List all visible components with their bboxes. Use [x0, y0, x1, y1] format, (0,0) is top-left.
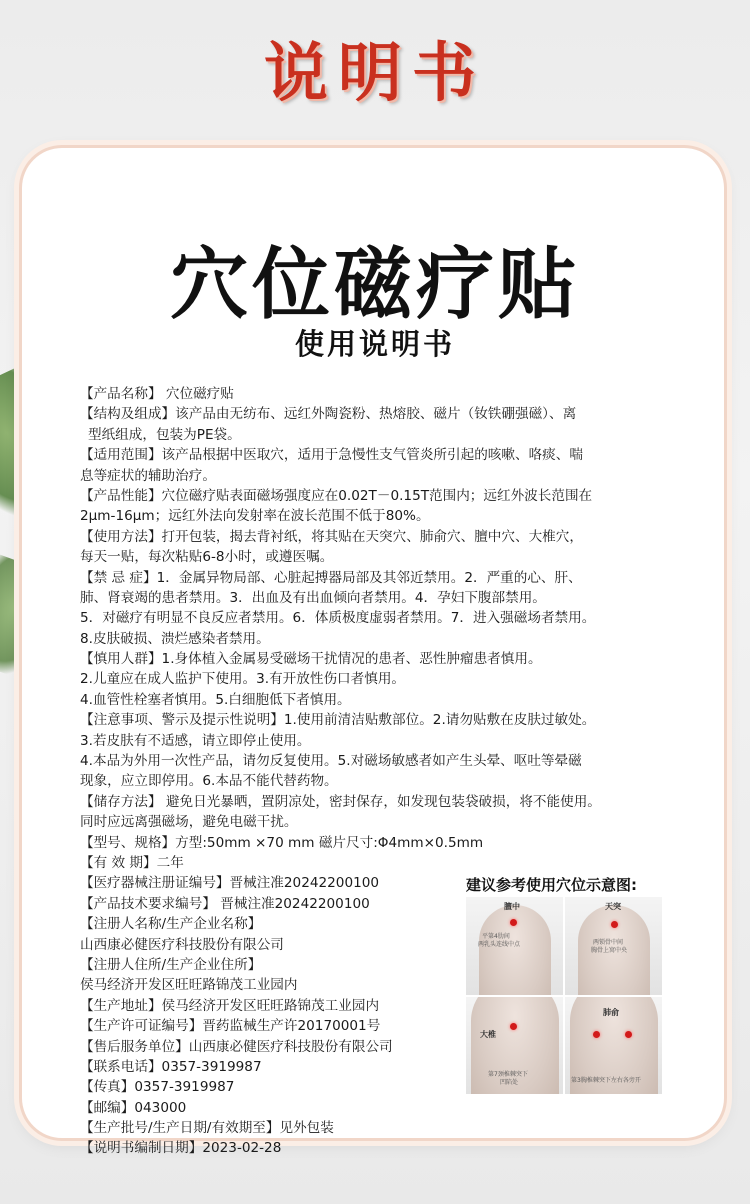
- acupoint-label: 天突: [605, 902, 621, 911]
- acupoint-label: 膻中: [504, 902, 520, 911]
- text-line: 8.皮肤破损、溃烂感染者禁用。: [80, 630, 270, 647]
- acupoint-marker: [510, 1023, 517, 1030]
- acupoint-marker: [611, 921, 618, 928]
- text-line: 2.儿童应在成人监护下使用。3.有开放性伤口者慎用。: [80, 671, 406, 688]
- text-line: 【生产地址】侯马经济开发区旺旺路锦茂工业园内: [80, 997, 380, 1014]
- acupoint-marker: [593, 1031, 600, 1038]
- text-line: 【传真】0357-3919987: [80, 1079, 235, 1096]
- text-line: 【慎用人群】1.身体植入金属易受磁场干扰情况的患者、恶性肿瘤患者慎用。: [80, 651, 542, 668]
- text-line: 肺、肾衰竭的患者禁用。3．出血及有出血倾向者禁用。4．孕妇下腹部禁用。: [80, 589, 546, 606]
- acupoint-label: 肺俞: [603, 1007, 619, 1017]
- text-line: 【邮编】043000: [80, 1099, 187, 1116]
- acupoint-note: 平第4肋间: [482, 933, 510, 940]
- text-line: 型纸组成，包装为PE袋。: [88, 426, 241, 443]
- acupoint-marker: [625, 1031, 632, 1038]
- text-line: 同时应远离强磁场，避免电磁干扰。: [80, 814, 298, 831]
- diagram-title: 建议参考使用穴位示意图:: [466, 876, 637, 894]
- acupoint-panel-tiantu: [565, 897, 662, 995]
- product-name: 穴位磁疗贴: [169, 240, 580, 330]
- acupoint-note: 凹陷处: [500, 1078, 519, 1086]
- acupoint-label: 大椎: [480, 1029, 496, 1039]
- acupoint-panel-dazhui: [466, 997, 563, 1095]
- text-line: 【联系电话】0357-3919987: [80, 1058, 262, 1075]
- text-line: 3.若皮肤有不适感，请立即停止使用。: [80, 732, 311, 749]
- acupoint-note: 第3胸椎棘突下左右各旁开: [571, 1076, 641, 1084]
- text-line: 5．对磁疗有明显不良反应者禁用。6．体质极度虚弱者禁用。7．进入强磁场者禁用。: [80, 610, 596, 627]
- text-line: 【注册人名称/生产企业名称】: [80, 916, 262, 933]
- acupoint-note: 两乳头连线中点: [478, 941, 521, 948]
- acupoint-panel-feishu: [565, 997, 662, 1095]
- text-line: 【结构及组成】该产品由无纺布、远红外陶瓷粉、热熔胶、磁片（钕铁硼强磁）、离: [80, 406, 577, 423]
- text-line: 【使用方法】打开包装，揭去背衬纸，将其贴在天突穴、肺俞穴、膻中穴、大椎穴，: [80, 528, 583, 545]
- acupoint-note: 胸骨上窝中央: [591, 947, 628, 954]
- text-line: 【产品名称】 穴位磁疗贴: [80, 386, 234, 402]
- manual-subtitle: 使用说明书: [294, 327, 455, 361]
- text-line: 【医疗器械注册证编号】晋械注准20242200100: [80, 875, 380, 892]
- text-line: 【注意事项、警示及提示性说明】1.使用前清洁贴敷部位。2.请勿贴敷在皮肤过敏处。: [80, 712, 596, 729]
- text-line: 侯马经济开发区旺旺路锦茂工业园内: [80, 977, 298, 994]
- text-line: 【储存方法】 避免日光暴晒，置阴凉处，密封保存，如发现包装袋破损，将不能使用。: [80, 793, 601, 810]
- text-line: 【注册人住所/生产企业住所】: [80, 956, 262, 973]
- text-line: 【适用范围】该产品根据中医取穴，适用于急慢性支气管炎所引起的咳嗽、咯痰、喘: [80, 447, 583, 464]
- acupoint-panel-danzhong: [466, 897, 563, 995]
- acupoint-marker: [510, 919, 517, 926]
- acupoint-diagram: [466, 897, 662, 1094]
- text-line: 【产品技术要求编号】 晋械注准20242200100: [80, 895, 370, 912]
- acupoint-note: 第7颈椎棘突下: [488, 1070, 528, 1078]
- text-line: 每天一贴，每次粘贴6-8小时，或遵医嘱。: [80, 549, 334, 566]
- text-line: 4.血管性栓塞者慎用。5.白细胞低下者慎用。: [80, 691, 351, 708]
- text-line: 【生产批号/生产日期/有效期至】见外包装: [80, 1120, 334, 1137]
- text-line: 现象，应立即停用。6.本品不能代替药物。: [80, 773, 338, 790]
- text-line: 【产品性能】穴位磁疗贴表面磁场强度应在0.02T－0.15T范围内；远红外波长范围在: [80, 487, 593, 504]
- header-title: 说明书: [264, 36, 486, 111]
- text-line: 2μm-16μm；远红外法向发射率在波长范围不低于80%。: [80, 508, 430, 525]
- text-line: 【禁 忌 症】1．金属异物局部、心脏起搏器局部及其邻近禁用。2．严重的心、肝、: [80, 569, 582, 586]
- text-line: 山西康必健医疗科技股份有限公司: [80, 936, 284, 953]
- text-line: 【生产许可证编号】晋药监械生产许20170001号: [80, 1018, 381, 1035]
- text-line: 【售后服务单位】山西康必健医疗科技股份有限公司: [80, 1038, 393, 1055]
- text-line: 【说明书编制日期】2023-02-28: [80, 1140, 282, 1157]
- text-line: 息等症状的辅助治疗。: [80, 467, 216, 484]
- text-line: 【有 效 期】二年: [80, 854, 184, 871]
- text-line: 【型号、规格】方型:50mm ×70 mm 磁片尺寸:Φ4mm×0.5mm: [80, 834, 484, 851]
- text-line: 4.本品为外用一次性产品，请勿反复使用。5.对磁场敏感者如产生头晕、呕吐等晕磁: [80, 753, 582, 770]
- acupoint-note: 两锁骨中间: [593, 939, 624, 946]
